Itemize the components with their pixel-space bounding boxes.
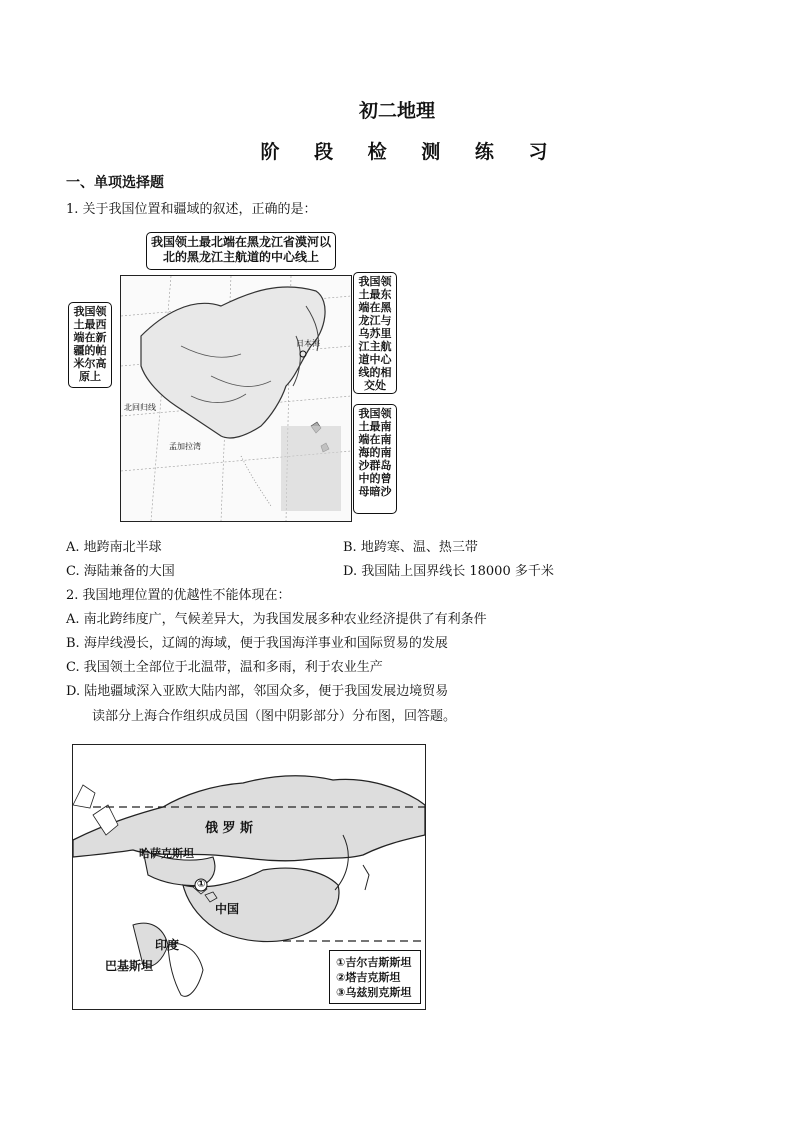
- map-frame: [120, 275, 352, 522]
- bay-label: 孟加拉湾: [169, 442, 201, 451]
- callout-east: 我国领土最东端在黑龙江与乌苏里江主航道中心线的相交处: [353, 272, 397, 394]
- label-kazakhstan: 哈萨克斯坦: [139, 847, 194, 860]
- section-heading: 一、单项选择题: [66, 175, 164, 191]
- marker-1: ①: [197, 879, 206, 890]
- legend-item-2: ②塔吉克斯坦: [336, 971, 401, 984]
- tropic-label: 北回归线: [124, 403, 156, 412]
- sco-map: [72, 744, 426, 1010]
- callout-north: 我国领土最北端在黑龙江省漠河以北的黑龙江主航道的中心线上: [146, 232, 336, 270]
- q2-option-d[interactable]: D. 陆地疆域深入亚欧大陆内部，邻国众多，便于我国发展边境贸易: [66, 684, 449, 699]
- q1-option-b[interactable]: B. 地跨寒、温、热三带: [343, 540, 478, 555]
- china-extremes-map: [66, 228, 406, 523]
- legend-item-1: ①吉尔吉斯斯坦: [336, 956, 412, 969]
- sco-legend: [329, 950, 421, 1004]
- q1-option-a[interactable]: A. 地跨南北半球: [66, 540, 162, 555]
- q1-option-d[interactable]: D. 我国陆上国界线长 18000 多千米: [343, 564, 554, 579]
- sea-label: 日本海: [296, 339, 320, 348]
- question-1-stem: 1. 关于我国位置和疆域的叙述，正确的是：: [66, 202, 317, 217]
- q2-option-c[interactable]: C. 我国领土全部位于北温带，温和多雨，利于农业生产: [66, 660, 383, 675]
- q2-option-b[interactable]: B. 海岸线漫长，辽阔的海域，便于我国海洋事业和国际贸易的发展: [66, 636, 448, 651]
- q1-option-c[interactable]: C. 海陆兼备的大国: [66, 564, 175, 579]
- label-russia: 俄 罗 斯: [205, 821, 254, 836]
- legend-item-3: ③乌兹别克斯坦: [336, 986, 412, 999]
- page-title: 初二地理: [358, 100, 435, 122]
- question-2-stem: 2. 我国地理位置的优越性不能体现在：: [66, 588, 291, 603]
- page-subtitle: 阶 段 检 测 练 习: [260, 141, 562, 163]
- reading-intro: 读部分上海合作组织成员国（图中阴影部分）分布图，回答题。: [92, 709, 457, 724]
- callout-south: 我国领土最南端在南海的南沙群岛中的曾母暗沙: [353, 404, 397, 514]
- callout-west: 我国领土最西端在新疆的帕米尔高原上: [68, 302, 112, 388]
- label-china: 中国: [215, 902, 240, 916]
- q2-option-a[interactable]: A. 南北跨纬度广，气候差异大，为我国发展多种农业经济提供了有利条件: [66, 612, 487, 627]
- map-graphic: [121, 276, 351, 521]
- label-pakistan: 巴基斯坦: [105, 959, 154, 973]
- label-india: 印度: [155, 938, 180, 952]
